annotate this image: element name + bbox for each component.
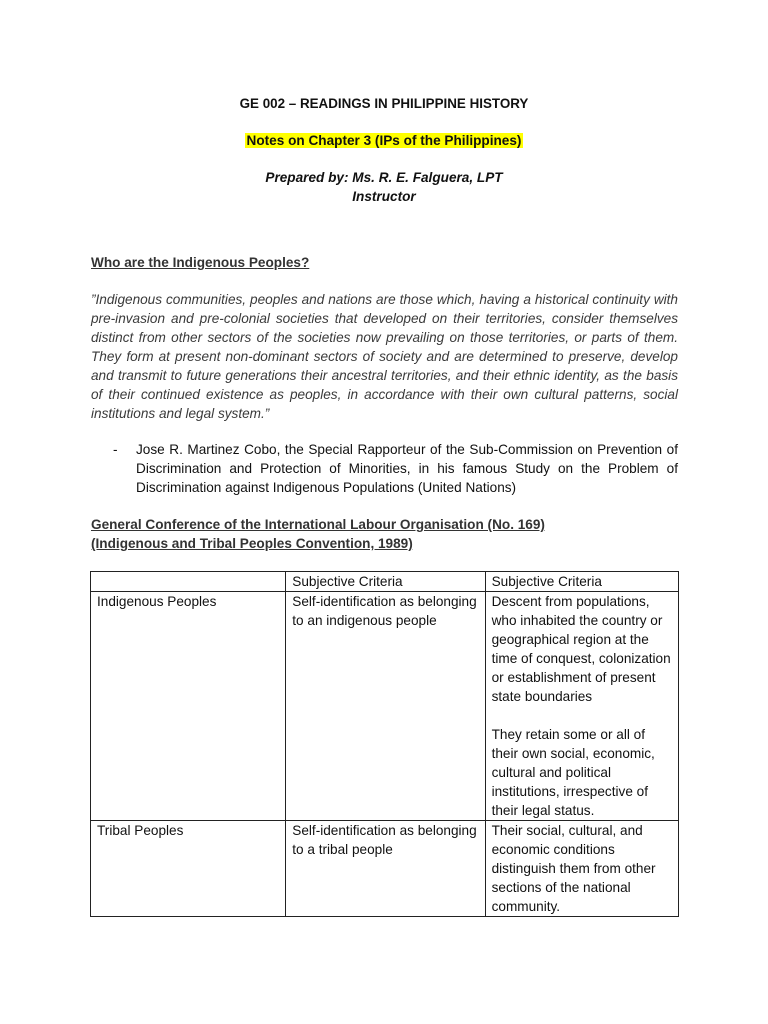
- table-header-cell: Subjective Criteria: [286, 572, 485, 592]
- quote-text: ”Indigenous communities, peoples and nations are those which, having a historical continuity with pre-invasion and pre-colonial societies that developed on their territories, consider themselves distinct from other sectors of the societies now prevailing on those territories, or parts of them. They form at present non-dominant sectors of society and are determined to preserve, develop and transmit to future generations their ancestral territories, and their ethnic identity, as the basis of their continued existence as peoples, in accordance with their own cultural patterns, social institutions and legal system.”: [91, 292, 678, 421]
- section-heading-ilo: [91, 515, 545, 553]
- instructor-title: Instructor: [352, 189, 416, 204]
- row-label: Tribal Peoples: [91, 821, 286, 917]
- table-header-cell: [91, 572, 286, 592]
- prepared-by: Prepared by: Ms. R. E. Falguera, LPT: [265, 170, 503, 185]
- cell-paragraph: They retain some or all of their own social, economic, cultural and political institutions, irrespective of their legal status.: [491, 727, 655, 818]
- table-row: [91, 592, 679, 821]
- notes-title-highlight: Notes on Chapter 3 (IPs of the Philippines): [246, 133, 522, 148]
- criteria-table: [90, 571, 679, 917]
- table-cell: Self-identification as belonging to an indigenous people: [286, 592, 485, 821]
- table-cell: Self-identification as belonging to a tribal people: [286, 821, 485, 917]
- course-title: GE 002 – READINGS IN PHILIPPINE HISTORY: [239, 96, 529, 111]
- prepared-by-block: [0, 168, 768, 206]
- notes-title-row: [0, 131, 768, 150]
- quote-attribution: Jose R. Martinez Cobo, the Special Rapporteur of the Sub-Commission on Prevention of Discrimination and Protection of Minorities, in his famous Study on the Problem of Discrimination against Indigenous Populations (United Nations): [136, 442, 678, 495]
- ilo-heading-line2: (Indigenous and Tribal Peoples Convention, 1989): [91, 536, 413, 551]
- row-label: Indigenous Peoples: [91, 592, 286, 821]
- table-cell: [485, 592, 678, 821]
- bullet-dash: -: [113, 442, 118, 457]
- cell-paragraph: Descent from populations, who inhabited the country or geographical region at the time of conquest, colonization or establishment of present state boundaries: [491, 594, 671, 704]
- ilo-heading-line1: General Conference of the International Labour Organisation (No. 169): [91, 517, 545, 532]
- table-row: [91, 821, 679, 917]
- table-cell: Their social, cultural, and economic conditions distinguish them from other sections of the national community.: [485, 821, 678, 917]
- table-header-row: [91, 572, 679, 592]
- definition-quote: [91, 290, 678, 423]
- table-header-cell: Subjective Criteria: [485, 572, 678, 592]
- section-heading-indigenous: Who are the Indigenous Peoples?: [91, 255, 310, 270]
